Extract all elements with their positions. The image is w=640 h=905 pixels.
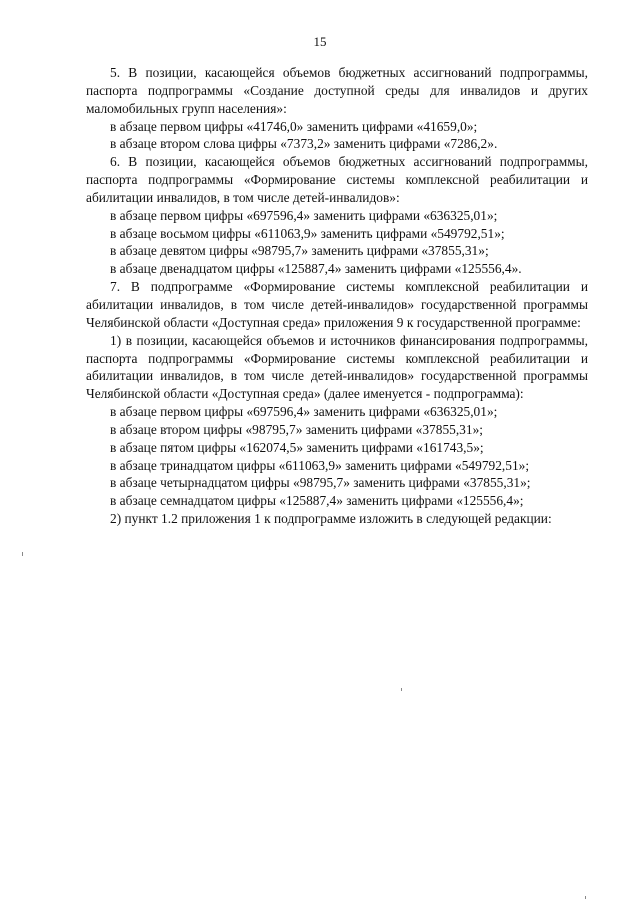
scan-speck — [585, 896, 586, 899]
paragraph-amendment: в абзаце девятом цифры «98795,7» заменить цифрами «37855,31»; — [110, 243, 489, 259]
paragraph-amendment: в абзаце семнадцатом цифры «125887,4» заменить цифрами «125556,4»; — [110, 493, 524, 509]
document-body — [86, 64, 588, 528]
paragraph-amendment: в абзаце втором слова цифры «7373,2» заменить цифрами «7286,2». — [110, 136, 498, 152]
paragraph-item-6: 6. В позиции, касающейся объемов бюджетных ассигнований подпрограммы, паспорта подпрограммы «Формирование системы комплексной реабилитации и абилитации инвалидов, в том числе детей-инвалидов»: — [86, 154, 588, 205]
paragraph-subitem-1: 1) в позиции, касающейся объемов и источников финансирования подпрограммы, паспорта подпрограммы «Формирование системы комплексной реабилитации и абилитации инвалидов, в том числе детей-инвалидов» государственной программы Челябинской области «Доступная среда» (далее именуется - подпрограмма): — [86, 332, 588, 402]
paragraph-amendment: в абзаце тринадцатом цифры «611063,9» заменить цифрами «549792,51»; — [110, 457, 530, 473]
paragraph-amendment: в абзаце двенадцатом цифры «125887,4» заменить цифрами «125556,4». — [110, 261, 522, 277]
paragraph-item-7: 7. В подпрограмме «Формирование системы комплексной реабилитации и абилитации инвалидов, в том числе детей-инвалидов» государственной программы Челябинской области «Доступная среда» приложения 9 к государственной программе: — [86, 279, 588, 330]
paragraph-amendment: в абзаце восьмом цифры «611063,9» заменить цифрами «549792,51»; — [110, 225, 505, 241]
paragraph-amendment: в абзаце втором цифры «98795,7» заменить цифрами «37855,31»; — [110, 421, 483, 437]
paragraph-subitem-2: 2) пункт 1.2 приложения 1 к подпрограмме изложить в следующей редакции: — [110, 511, 552, 527]
paragraph-amendment: в абзаце первом цифры «697596,4» заменить цифрами «636325,01»; — [110, 207, 498, 223]
paragraph-amendment: в абзаце первом цифры «697596,4» заменить цифрами «636325,01»; — [110, 404, 498, 420]
scan-speck — [401, 688, 402, 691]
paragraph-item-5: 5. В позиции, касающейся объемов бюджетных ассигнований подпрограммы, паспорта подпрограммы «Создание доступной среды для инвалидов и других маломобильных групп населения»: — [86, 65, 588, 116]
paragraph-amendment: в абзаце четырнадцатом цифры «98795,7» заменить цифрами «37855,31»; — [110, 475, 531, 491]
scan-speck — [22, 552, 23, 556]
paragraph-amendment: в абзаце пятом цифры «162074,5» заменить цифрами «161743,5»; — [110, 439, 484, 455]
page-number: 15 — [313, 34, 327, 49]
paragraph-amendment: в абзаце первом цифры «41746,0» заменить цифрами «41659,0»; — [110, 118, 478, 134]
